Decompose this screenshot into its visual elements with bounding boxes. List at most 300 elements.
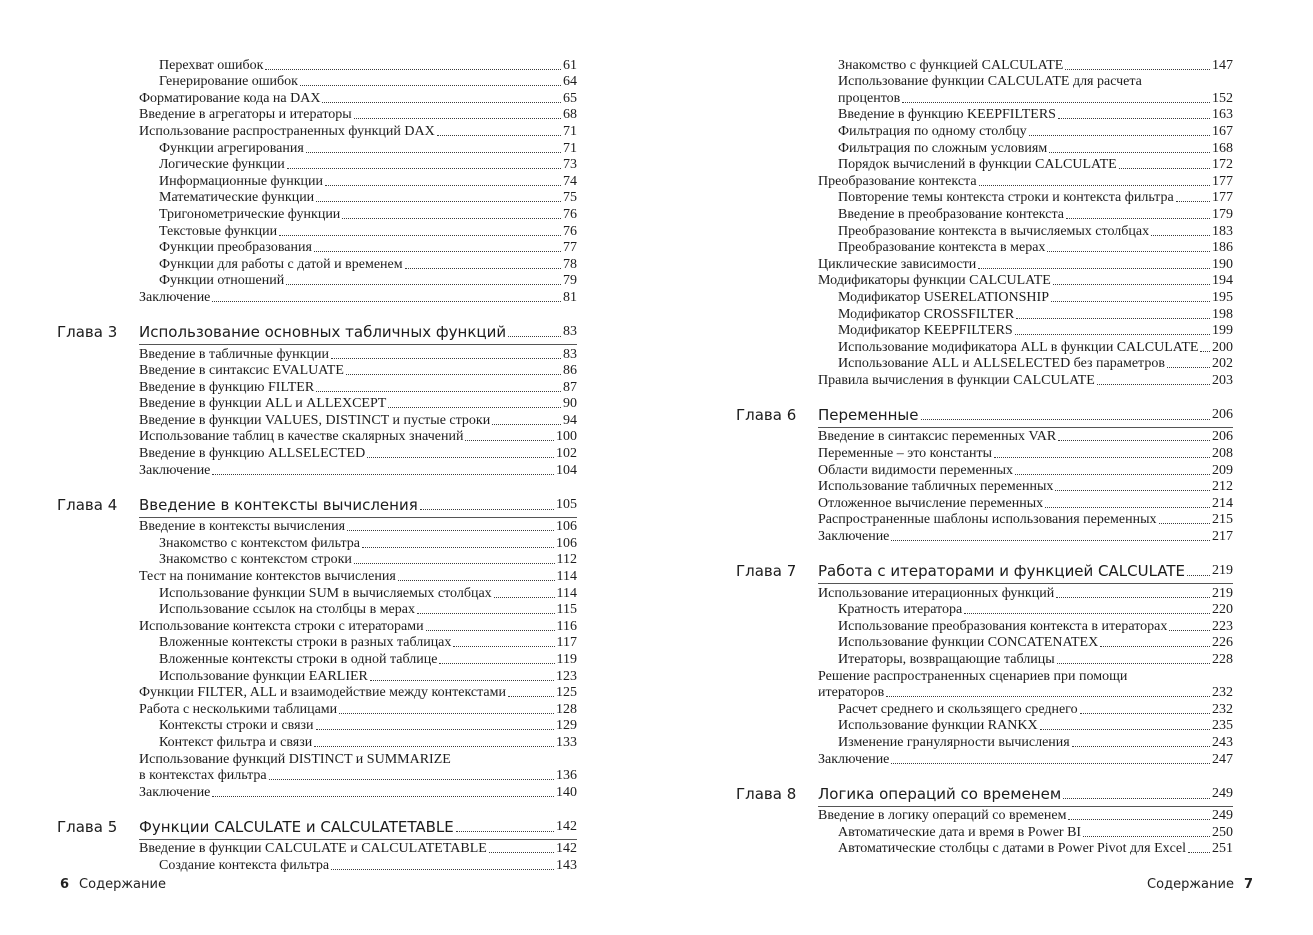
entry-page: 163	[1212, 107, 1233, 123]
entry-page: 78	[563, 256, 577, 272]
chapter-title: Работа с итераторами и функцией CALCULATE	[818, 562, 1186, 581]
entry-page: 140	[556, 784, 577, 800]
entry-title: Вложенные контексты строки в разных таблицах	[159, 635, 452, 651]
toc-subentry[interactable]	[736, 190, 1233, 207]
page-number: 7	[1243, 877, 1253, 892]
entry-title: Текстовые функции	[159, 223, 278, 239]
toc-subentry[interactable]	[736, 718, 1233, 735]
entry-title: Использование ALL и ALLSELECTED без параметров	[838, 356, 1165, 372]
dot-leader	[331, 358, 561, 359]
toc-subentry[interactable]	[736, 841, 1233, 858]
toc-subentry[interactable]	[736, 339, 1233, 356]
dot-leader	[1187, 575, 1210, 576]
dot-leader	[1151, 235, 1210, 236]
entry-title: Введение в функции ALL и ALLEXCEPT	[139, 396, 387, 412]
toc-entry[interactable]	[57, 346, 577, 363]
entry-title: Повторение темы контекста строки и контекста фильтра	[838, 190, 1174, 206]
toc-entry[interactable]	[736, 751, 1233, 768]
entry-title: Заключение	[139, 462, 211, 478]
toc-entry[interactable]	[57, 685, 577, 702]
toc-entry[interactable]	[736, 273, 1233, 290]
dot-leader	[964, 613, 1210, 614]
toc-subentry[interactable]	[736, 635, 1233, 652]
entry-title: Введение в контексты вычисления	[139, 519, 346, 535]
toc-subentry[interactable]	[736, 57, 1233, 74]
entry-title: Преобразование контекста в мерах	[838, 240, 1046, 256]
entry-title: Заключение	[139, 289, 211, 305]
dot-leader	[1169, 630, 1210, 631]
chapter-heading[interactable]	[736, 561, 1233, 580]
left-page	[0, 0, 656, 935]
dot-leader	[891, 540, 1210, 541]
entry-title: Использование ссылок на столбцы в мерах	[159, 602, 415, 618]
toc-entry[interactable]	[57, 412, 577, 429]
toc-subentry[interactable]	[57, 552, 577, 569]
chapter-page: 142	[556, 818, 577, 834]
dot-leader	[456, 831, 554, 832]
entry-title: Отложенное вычисление переменных	[818, 495, 1044, 511]
entry-page: 77	[563, 240, 577, 256]
chapter-page: 249	[1212, 785, 1233, 801]
toc-entry-line[interactable]	[736, 668, 1233, 685]
entry-page: 114	[556, 569, 577, 585]
entry-title: Введение в функции VALUES, DISTINCT и пустые строки	[139, 412, 491, 428]
running-title: Содержание	[79, 877, 166, 892]
dot-leader	[1055, 490, 1210, 491]
toc-subentry[interactable]	[57, 535, 577, 552]
entry-page: 64	[563, 74, 577, 90]
toc-subentry[interactable]	[57, 602, 577, 619]
entry-title: Введение в логику операций со временем	[818, 808, 1067, 824]
dot-leader	[405, 268, 561, 269]
toc-subentry[interactable]	[736, 306, 1233, 323]
dot-leader	[1159, 523, 1210, 524]
dot-leader	[212, 474, 554, 475]
toc-subentry[interactable]	[57, 223, 577, 240]
dot-leader	[316, 201, 561, 202]
entry-title: Автоматические дата и время в Power BI	[838, 824, 1082, 840]
toc-subentry[interactable]	[736, 701, 1233, 718]
dot-leader	[1200, 351, 1210, 352]
dot-leader	[316, 729, 554, 730]
entry-title: Расчет среднего и скользящего среднего	[838, 701, 1078, 717]
entry-page: 76	[563, 206, 577, 222]
toc-entry[interactable]	[57, 841, 577, 858]
toc-subentry[interactable]	[736, 651, 1233, 668]
dot-leader	[367, 457, 554, 458]
toc-subentry[interactable]	[736, 123, 1233, 140]
chapter-rule	[818, 806, 1233, 807]
toc-entry[interactable]	[736, 685, 1233, 702]
entry-title: Использование функций DISTINCT и SUMMARIZE	[139, 751, 451, 767]
entry-page: 215	[1212, 512, 1233, 528]
dot-leader	[1056, 597, 1210, 598]
entry-title: Кратность итератора	[838, 602, 963, 618]
toc-subentry[interactable]	[57, 635, 577, 652]
entry-title: Введение в синтаксис EVALUATE	[139, 363, 344, 379]
dot-leader	[316, 391, 561, 392]
entry-title: Контексты строки и связи	[159, 718, 314, 734]
chapter-page: 206	[1212, 406, 1233, 422]
entry-page: 214	[1212, 495, 1233, 511]
entry-page: 219	[1212, 585, 1233, 601]
entry-title: Функции отношений	[159, 273, 285, 289]
dot-leader	[994, 457, 1210, 458]
entry-title: Использование распространенных функций DAX	[139, 123, 435, 139]
entry-page: 87	[563, 379, 577, 395]
entry-title: Переменные – это константы	[818, 446, 992, 462]
entry-title: Модификатор USERELATIONSHIP	[838, 289, 1049, 305]
toc-subentry[interactable]	[736, 602, 1233, 619]
chapter-page: 219	[1212, 563, 1233, 579]
dot-leader	[347, 530, 554, 531]
toc-subentry[interactable]	[736, 734, 1233, 751]
dot-leader	[1015, 474, 1210, 475]
entry-title: Решение распространенных сценариев при помощи	[818, 668, 1128, 684]
toc-subentry[interactable]	[736, 289, 1233, 306]
entry-title: в контекстах фильтра	[139, 768, 267, 784]
toc-entry[interactable]	[736, 512, 1233, 529]
entry-page: 206	[1212, 429, 1233, 445]
entry-title: Циклические зависимости	[818, 256, 977, 272]
toc-subentry[interactable]	[57, 206, 577, 223]
entry-page: 115	[556, 602, 577, 618]
toc-subentry[interactable]	[57, 718, 577, 735]
entry-page: 123	[556, 668, 577, 684]
entry-page: 129	[556, 718, 577, 734]
page-number: 6	[60, 877, 70, 892]
entry-title: Функции агрегирования	[159, 140, 304, 156]
chapter-label: Глава 6	[736, 405, 797, 424]
toc-subentry[interactable]	[57, 273, 577, 290]
chapter-heading[interactable]	[736, 405, 1233, 424]
entry-page: 168	[1212, 140, 1233, 156]
toc-entry[interactable]	[736, 479, 1233, 496]
entry-page: 217	[1212, 529, 1233, 545]
toc-subentry[interactable]	[57, 157, 577, 174]
dot-leader	[1072, 746, 1210, 747]
entry-title: Использование табличных переменных	[818, 479, 1054, 495]
entry-page: 114	[556, 585, 577, 601]
toc-subentry[interactable]	[736, 824, 1233, 841]
entry-page: 167	[1212, 123, 1233, 139]
entry-page: 90	[563, 396, 577, 412]
dot-leader	[279, 235, 561, 236]
entry-page: 79	[563, 273, 577, 289]
entry-page: 249	[1212, 808, 1233, 824]
toc-subentry[interactable]	[57, 585, 577, 602]
entry-title: Использование таблиц в качестве скалярных значений	[139, 429, 464, 445]
chapter-rule	[818, 427, 1233, 428]
toc-entry[interactable]	[736, 462, 1233, 479]
dot-leader	[489, 852, 554, 853]
entry-title: Создание контекста фильтра	[159, 857, 330, 873]
toc-entry[interactable]	[57, 618, 577, 635]
toc-subentry[interactable]	[736, 323, 1233, 340]
entry-title: Фильтрация по сложным условиям	[838, 140, 1048, 156]
entry-title: Введение в функции CALCULATE и CALCULATETABLE	[139, 841, 487, 857]
entry-page: 125	[556, 685, 577, 701]
chapter-title: Переменные	[818, 405, 919, 424]
entry-title: Работа с несколькими таблицами	[139, 701, 338, 717]
entry-page: 65	[563, 90, 577, 106]
entry-page: 128	[556, 701, 577, 717]
toc-entry[interactable]	[736, 495, 1233, 512]
toc-subentry[interactable]	[736, 356, 1233, 373]
entry-page: 232	[1212, 701, 1233, 717]
toc-entry[interactable]	[57, 462, 577, 479]
toc-entry[interactable]	[736, 528, 1233, 545]
entry-page: 186	[1212, 240, 1233, 256]
dot-leader	[420, 509, 554, 510]
chapter-rule	[818, 583, 1233, 584]
dot-leader	[269, 779, 554, 780]
entry-title: Контекст фильтра и связи	[159, 734, 313, 750]
entry-title: Использование модификатора ALL в функции CALCULATE	[838, 339, 1199, 355]
dot-leader	[508, 336, 561, 337]
entry-page: 100	[556, 429, 577, 445]
dot-leader	[1100, 646, 1210, 647]
toc-entry-line[interactable]	[57, 751, 577, 768]
toc-subentry[interactable]	[57, 256, 577, 273]
toc-entry[interactable]	[736, 173, 1233, 190]
entry-title: Знакомство с функцией CALCULATE	[838, 57, 1064, 73]
toc-entry[interactable]	[57, 90, 577, 107]
dot-leader	[212, 796, 554, 797]
dot-leader	[322, 102, 561, 103]
dot-leader	[286, 284, 561, 285]
toc-subentry[interactable]	[736, 223, 1233, 240]
entry-title: Введение в функцию FILTER	[139, 379, 315, 395]
entry-title: Заключение	[818, 529, 890, 545]
chapter-label: Глава 7	[736, 562, 797, 581]
dot-leader	[426, 630, 555, 631]
chapter-label: Глава 3	[57, 322, 118, 341]
entry-page: 172	[1212, 157, 1233, 173]
toc-entry[interactable]	[57, 768, 577, 785]
toc-subentry[interactable]	[57, 734, 577, 751]
entry-title: Логические функции	[159, 157, 285, 173]
dot-leader	[1040, 729, 1210, 730]
toc-entry[interactable]	[57, 429, 577, 446]
toc-subentry[interactable]	[57, 74, 577, 91]
entry-page: 71	[563, 140, 577, 156]
toc-subentry[interactable]	[57, 651, 577, 668]
entry-title: Распространенные шаблоны использования переменных	[818, 512, 1157, 528]
entry-title: Итераторы, возвращающие таблицы	[838, 652, 1055, 667]
chapter-label: Глава 5	[57, 817, 118, 836]
chapter-heading[interactable]	[57, 495, 577, 514]
chapter-label: Глава 4	[57, 495, 118, 514]
toc-entry[interactable]	[736, 372, 1233, 389]
entry-page: 74	[563, 173, 577, 189]
entry-page: 247	[1212, 751, 1233, 767]
toc-subentry[interactable]	[57, 140, 577, 157]
toc-entry[interactable]	[57, 396, 577, 413]
entry-page: 71	[563, 123, 577, 139]
dot-leader	[978, 268, 1210, 269]
dot-leader	[1063, 798, 1210, 799]
toc-entry[interactable]	[57, 784, 577, 801]
toc-entry[interactable]	[736, 429, 1233, 446]
dot-leader	[314, 746, 554, 747]
entry-page: 202	[1212, 356, 1233, 372]
entry-title: Изменение гранулярности вычисления	[838, 734, 1070, 750]
dot-leader	[1080, 713, 1210, 714]
toc-subentry[interactable]	[736, 240, 1233, 257]
toc-entry[interactable]	[57, 445, 577, 462]
entry-title: Модификатор KEEPFILTERS	[838, 323, 1013, 339]
entry-page: 183	[1212, 223, 1233, 239]
toc-entry[interactable]	[57, 379, 577, 396]
entry-title: Автоматические столбцы с датами в Power Pivot для Excel	[838, 841, 1186, 857]
entry-page: 102	[556, 446, 577, 462]
entry-title: Вложенные контексты строки в одной таблице	[159, 652, 438, 667]
entry-title: Фильтрация по одному столбцу	[838, 123, 1027, 139]
entry-page: 228	[1212, 652, 1233, 667]
chapter-heading[interactable]	[57, 817, 577, 836]
entry-page: 179	[1212, 206, 1233, 222]
entry-title: Перехват ошибок	[159, 57, 264, 73]
dot-leader	[1029, 135, 1210, 136]
toc-entry[interactable]	[736, 808, 1233, 825]
dot-leader	[1188, 852, 1210, 853]
entry-page: 194	[1212, 273, 1233, 289]
chapter-label: Глава 8	[736, 784, 797, 803]
toc-subentry[interactable]	[736, 618, 1233, 635]
dot-leader	[494, 597, 555, 598]
entry-title: Модификаторы функции CALCULATE	[818, 273, 1051, 289]
toc-entry[interactable]	[57, 107, 577, 124]
toc-entry[interactable]	[736, 445, 1233, 462]
toc-subentry[interactable]	[57, 173, 577, 190]
chapter-heading[interactable]	[736, 784, 1233, 803]
toc-subentry[interactable]	[736, 107, 1233, 124]
entry-title: Введение в преобразование контекста	[838, 206, 1064, 222]
toc-subentry[interactable]	[736, 140, 1233, 157]
entry-title: Тест на понимание контекстов вычисления	[139, 569, 396, 585]
entry-title: Использование контекста строки с итераторами	[139, 618, 424, 634]
entry-page: 68	[563, 107, 577, 123]
toc-entry[interactable]	[57, 568, 577, 585]
toc-left	[57, 57, 577, 874]
toc-subentry[interactable]	[736, 206, 1233, 223]
dot-leader	[921, 419, 1211, 420]
chapter-page: 105	[556, 496, 577, 512]
entry-title: Введение в агрегаторы и итераторы	[139, 107, 352, 123]
dot-leader	[306, 152, 561, 153]
right-page	[656, 0, 1313, 935]
entry-page: 143	[556, 857, 577, 873]
chapter-title: Функции CALCULATE и CALCULATETABLE	[139, 817, 454, 836]
entry-title: Правила вычисления в функции CALCULATE	[818, 372, 1095, 388]
entry-title: Тригонометрические функции	[159, 206, 341, 222]
dot-leader	[1058, 440, 1210, 441]
entry-page: 152	[1212, 90, 1233, 106]
dot-leader	[1016, 318, 1210, 319]
toc-entry-line[interactable]	[736, 74, 1233, 91]
toc-subentry[interactable]	[736, 157, 1233, 174]
toc-entry[interactable]	[57, 519, 577, 536]
entry-page: 75	[563, 190, 577, 206]
entry-title: Введение в синтаксис переменных VAR	[818, 429, 1057, 445]
entry-title: Использование итерационных функций	[818, 585, 1055, 601]
toc-subentry[interactable]	[57, 668, 577, 685]
entry-title: Использование функции SUM в вычисляемых столбцах	[159, 585, 492, 601]
chapter-rule	[139, 344, 577, 345]
toc-entry[interactable]	[57, 289, 577, 306]
entry-title: Информационные функции	[159, 173, 324, 189]
entry-title: Генерирование ошибок	[159, 74, 298, 90]
toc-entry[interactable]	[57, 363, 577, 380]
entry-page: 203	[1212, 372, 1233, 388]
dot-leader	[439, 663, 554, 664]
dot-leader	[437, 135, 561, 136]
entry-title: процентов	[838, 90, 901, 106]
toc-subentry[interactable]	[57, 57, 577, 74]
dot-leader	[979, 185, 1210, 186]
toc-entry[interactable]	[736, 256, 1233, 273]
entry-page: 76	[563, 223, 577, 239]
entry-page: 106	[556, 535, 577, 551]
dot-leader	[354, 563, 555, 564]
dot-leader	[287, 168, 561, 169]
chapter-page: 83	[563, 323, 577, 339]
dot-leader	[398, 580, 555, 581]
chapter-rule	[139, 517, 577, 518]
entry-title: Введение в табличные функции	[139, 346, 329, 362]
entry-page: 106	[556, 519, 577, 535]
dot-leader	[492, 424, 561, 425]
entry-title: Форматирование кода на DAX	[139, 90, 321, 106]
chapter-title: Использование основных табличных функций	[139, 322, 507, 341]
dot-leader	[1119, 168, 1210, 169]
toc-entry[interactable]	[736, 90, 1233, 107]
toc-entry[interactable]	[736, 585, 1233, 602]
page-footer-left	[60, 877, 166, 892]
entry-page: 177	[1212, 190, 1233, 206]
entry-title: Функции преобразования	[159, 240, 312, 256]
toc-entry[interactable]	[57, 123, 577, 140]
toc-subentry[interactable]	[57, 190, 577, 207]
dot-leader	[1065, 69, 1210, 70]
dot-leader	[453, 646, 554, 647]
entry-title: Использование функции CONCATENATEX	[838, 635, 1099, 651]
dot-leader	[465, 440, 554, 441]
entry-page: 86	[563, 363, 577, 379]
entry-title: Введение в функцию ALLSELECTED	[139, 446, 366, 462]
dot-leader	[265, 69, 561, 70]
entry-page: 200	[1212, 339, 1233, 355]
entry-title: Знакомство с контекстом строки	[159, 552, 352, 568]
dot-leader	[339, 713, 554, 714]
toc-subentry[interactable]	[57, 240, 577, 257]
entry-page: 61	[563, 57, 577, 73]
toc-entry[interactable]	[57, 701, 577, 718]
toc-subentry[interactable]	[57, 857, 577, 874]
entry-page: 190	[1212, 256, 1233, 272]
entry-page: 136	[556, 768, 577, 784]
dot-leader	[1083, 836, 1210, 837]
chapter-heading[interactable]	[57, 322, 577, 341]
entry-title: Математические функции	[159, 190, 315, 206]
dot-leader	[362, 547, 554, 548]
dot-leader	[1045, 507, 1210, 508]
entry-title: Порядок вычислений в функции CALCULATE	[838, 157, 1117, 173]
entry-title: Заключение	[139, 784, 211, 800]
dot-leader	[1015, 334, 1210, 335]
dot-leader	[417, 613, 555, 614]
